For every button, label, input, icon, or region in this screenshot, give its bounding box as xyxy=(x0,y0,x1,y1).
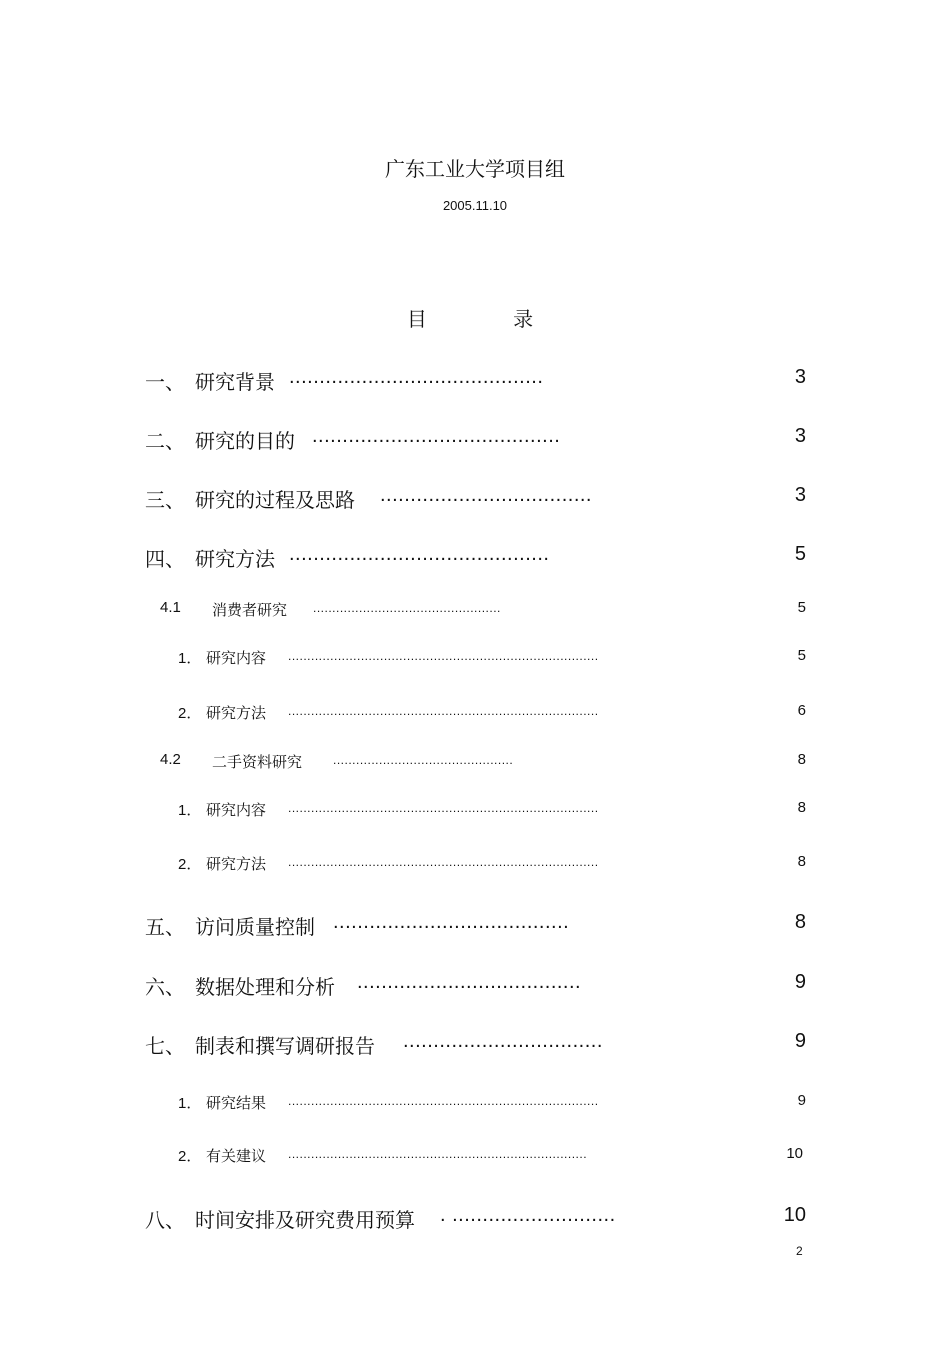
toc-entry-5[interactable] xyxy=(0,911,806,939)
toc-entry-4-1-1[interactable] xyxy=(0,647,806,669)
toc-entry-label: 研究方法 xyxy=(195,547,275,571)
page-number: 2 xyxy=(796,1244,803,1258)
toc-entry-label: 研究方法 xyxy=(206,855,267,873)
toc-entry-label: 研究的过程及思路 xyxy=(195,488,355,512)
toc-entry-4[interactable] xyxy=(0,543,806,571)
toc-entry-page: 10 xyxy=(783,1204,806,1226)
toc-entry-page: 3 xyxy=(794,425,806,447)
toc-entry-page: 9 xyxy=(794,971,806,993)
toc-entry-page: 5 xyxy=(797,647,806,664)
toc-entry-label: 研究内容 xyxy=(206,649,267,667)
toc-entry-number: 2． xyxy=(178,1148,202,1165)
toc-entry-label: 研究背景 xyxy=(195,370,275,394)
toc-leader-dots: ................................................................................. xyxy=(288,801,599,815)
toc-entry-1[interactable] xyxy=(0,366,806,394)
toc-leader-dots: ............................................... xyxy=(333,753,514,767)
toc-leader-dots: .......................................... xyxy=(289,366,544,388)
toc-entry-label: 消费者研究 xyxy=(212,601,288,619)
toc-entry-number: 1． xyxy=(178,650,202,667)
toc-entry-page: 8 xyxy=(797,751,806,768)
toc-entry-page: 3 xyxy=(794,484,806,506)
toc-entry-page: 9 xyxy=(797,1092,806,1109)
toc-leader-dots: . ........................... xyxy=(440,1204,616,1226)
toc-entry-number: 六、 xyxy=(145,975,185,999)
toc-leader-dots: .............................................................................. xyxy=(288,1147,588,1161)
toc-entry-number: 4.2 xyxy=(160,751,181,768)
toc-entry-label: 数据处理和分析 xyxy=(195,975,335,999)
toc-entry-page: 10 xyxy=(786,1145,803,1162)
toc-entry-number: 五、 xyxy=(145,915,185,939)
toc-entry-number: 三、 xyxy=(145,488,185,512)
organization-name: 广东工业大学项目组 xyxy=(385,157,565,181)
toc-leader-dots: ................................................................................. xyxy=(288,704,599,718)
toc-entry-number: 七、 xyxy=(145,1034,185,1058)
toc-entry-page: 3 xyxy=(794,366,806,388)
toc-title: 目 录 xyxy=(406,307,574,331)
toc-entry-7-2[interactable] xyxy=(0,1145,806,1167)
toc-entry-7[interactable] xyxy=(0,1030,806,1058)
toc-entry-8[interactable] xyxy=(0,1204,806,1232)
toc-entry-label: 时间安排及研究费用预算 xyxy=(195,1208,415,1232)
toc-entry-label: 访问质量控制 xyxy=(195,915,315,939)
toc-entry-label: 有关建议 xyxy=(206,1147,267,1165)
toc-entry-page: 8 xyxy=(797,853,806,870)
toc-entry-label: 研究结果 xyxy=(206,1094,267,1112)
toc-entry-page: 5 xyxy=(797,599,806,616)
toc-leader-dots: ....................................... xyxy=(333,911,570,933)
toc-entry-page: 5 xyxy=(794,543,806,565)
toc-entry-4-2-1[interactable] xyxy=(0,799,806,821)
toc-leader-dots: ................................................................................. xyxy=(288,855,599,869)
toc-leader-dots: ......................................... xyxy=(312,425,561,447)
toc-entry-number: 4.1 xyxy=(160,599,181,616)
toc-leader-dots: ................................. xyxy=(403,1030,603,1052)
toc-leader-dots: ................................................. xyxy=(313,601,501,615)
toc-leader-dots: ..................................... xyxy=(357,971,582,993)
toc-entry-page: 6 xyxy=(797,702,806,719)
toc-entry-7-1[interactable] xyxy=(0,1092,806,1114)
toc-leader-dots: ................................... xyxy=(380,484,592,506)
toc-entry-number: 二、 xyxy=(145,429,185,453)
toc-entry-label: 研究内容 xyxy=(206,801,267,819)
toc-entry-4-2-2[interactable] xyxy=(0,853,806,875)
toc-entry-number: 1． xyxy=(178,1095,202,1112)
toc-entry-number: 1． xyxy=(178,802,202,819)
toc-entry-4-2[interactable] xyxy=(0,751,806,773)
toc-entry-3[interactable] xyxy=(0,484,806,512)
toc-entry-number: 一、 xyxy=(145,370,185,394)
toc-leader-dots: ........................................... xyxy=(289,543,550,565)
toc-entry-number: 八、 xyxy=(145,1208,185,1232)
toc-entry-4-1[interactable] xyxy=(0,599,806,621)
toc-entry-number: 2． xyxy=(178,705,202,722)
toc-entry-page: 8 xyxy=(797,799,806,816)
toc-entry-2[interactable] xyxy=(0,425,806,453)
toc-entry-label: 研究方法 xyxy=(206,704,267,722)
toc-entry-page: 8 xyxy=(794,911,806,933)
toc-entry-number: 四、 xyxy=(145,547,185,571)
toc-entry-page: 9 xyxy=(794,1030,806,1052)
toc-entry-label: 制表和撰写调研报告 xyxy=(195,1034,375,1058)
toc-entry-number: 2． xyxy=(178,856,202,873)
toc-entry-6[interactable] xyxy=(0,971,806,999)
toc-leader-dots: ................................................................................. xyxy=(288,1094,599,1108)
toc-leader-dots: ................................................................................. xyxy=(288,649,599,663)
document-date: 2005.11.10 xyxy=(442,198,508,213)
toc-entry-4-1-2[interactable] xyxy=(0,702,806,724)
toc-entry-label: 研究的目的 xyxy=(195,429,295,453)
toc-entry-label: 二手资料研究 xyxy=(212,753,303,771)
